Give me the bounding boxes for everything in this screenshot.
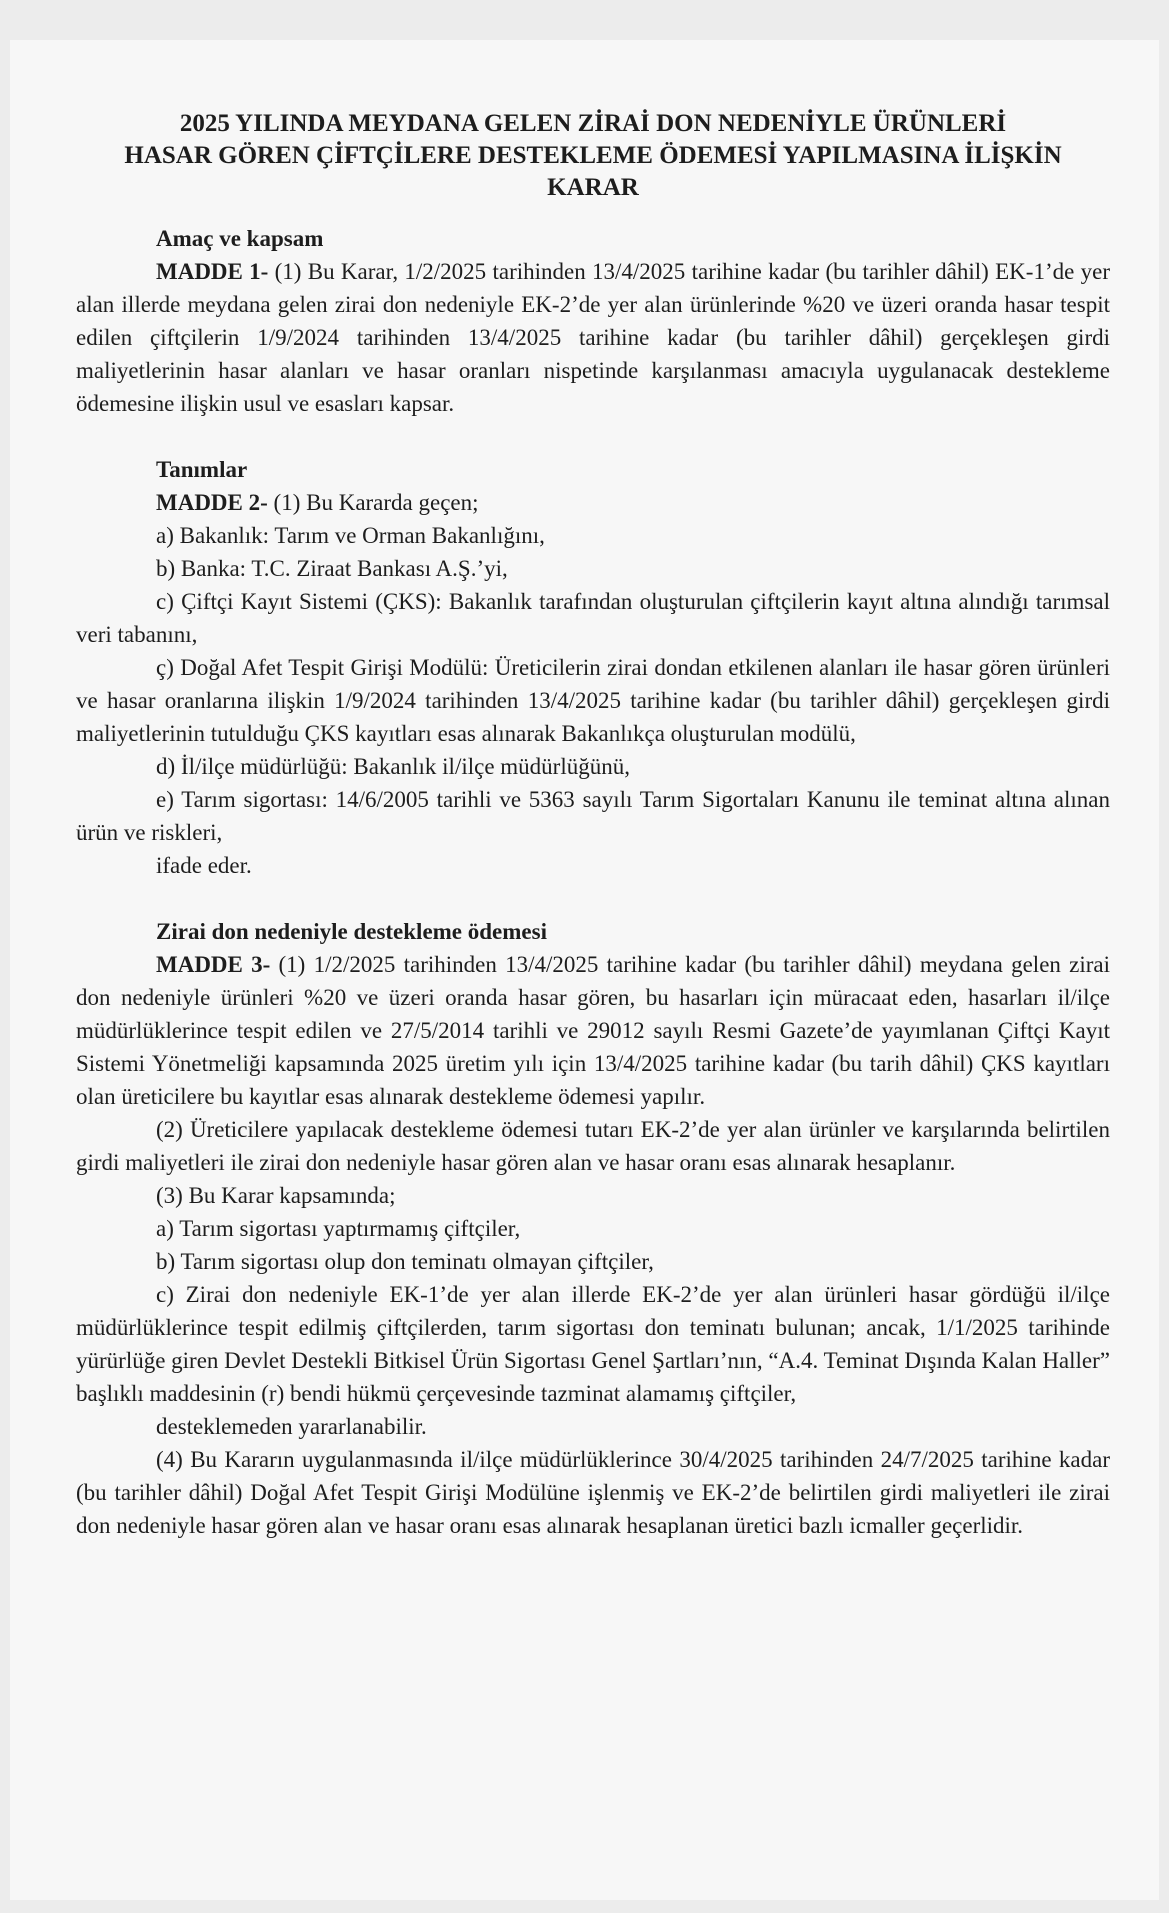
madde-3-paragraph-2: (2) Üreticilere yapılacak destekleme ödemesi tutarı EK-2’de yer alan ürünler ve karşılarında belirtilen girdi maliyetleri ile zirai don nedeniyle hasar gören alan ve hasar oranı esas alınarak hesaplanır. xyxy=(76,1117,1110,1175)
madde-1-paragraph xyxy=(76,255,1110,420)
title-line-1: 2025 YILINDA MEYDANA GELEN ZİRAİ DON NEDENİYLE ÜRÜNLERİ xyxy=(179,110,1007,137)
definition-item-d: d) İl/ilçe müdürlüğü: Bakanlık il/ilçe müdürlüğünü, xyxy=(156,754,630,779)
madde-3-paragraph-3-intro: (3) Bu Karar kapsamında; xyxy=(156,1183,396,1208)
definition-item-c: c) Çiftçi Kayıt Sistemi (ÇKS): Bakanlık tarafından oluşturulan çiftçilerin kayıt altına alındığı tarımsal veri tabanını, xyxy=(76,589,1110,647)
definition-item-e: e) Tarım sigortası: 14/6/2005 tarihli ve 5363 sayılı Tarım Sigortaları Kanunu ile teminat altına alınan ürün ve riskleri, xyxy=(76,787,1110,845)
madde-3-paragraph-4: (4) Bu Kararın uygulanmasında il/ilçe müdürlüklerince 30/4/2025 tarihinden 24/7/2025 tarihine kadar (bu tarihler dâhil) Doğal Afet Tespit Girişi Modülüne işlenmiş ve EK-2’de belirtilen girdi maliyetleri ile zirai don nedeniyle hasar gören alan ve hasar oranı esas alınarak hesaplanan üretici bazlı icmaller geçerlidir. xyxy=(76,1447,1110,1538)
madde-3-item-b: b) Tarım sigortası olup don teminatı olmayan çiftçiler, xyxy=(156,1249,654,1274)
section-heading-destekleme: Zirai don nedeniyle destekleme ödemesi xyxy=(156,919,547,944)
madde-2-intro-text: (1) Bu Kararda geçen; xyxy=(267,490,479,515)
madde-3-item-a: a) Tarım sigortası yaptırmamış çiftçiler, xyxy=(156,1216,521,1241)
document-body xyxy=(76,108,1110,1542)
definition-item-b: b) Banka: T.C. Ziraat Bankası A.Ş.’yi, xyxy=(156,556,508,581)
document-page xyxy=(10,40,1159,1900)
madde-2-intro xyxy=(76,486,1110,519)
definition-closing: ifade eder. xyxy=(156,853,252,878)
madde-1-label: MADDE 1- xyxy=(156,259,269,284)
madde-2-label: MADDE 2- xyxy=(156,490,268,515)
definition-item-a: a) Bakanlık: Tarım ve Orman Bakanlığını, xyxy=(156,523,545,548)
madde-3-p1-text: (1) 1/2/2025 tarihinden 13/4/2025 tarihine kadar (bu tarihler dâhil) meydana gelen zirai don nedeniyle ürünleri %20 ve üzeri oranda hasar gören, bu hasarları için müracaat eden, hasarları il/ilçe müdürlüklerince tespit edilen ve 27/5/2014 tarihli ve 29012 sayılı Resmi Gazete’de yayımlanan Çiftçi Kayıt Sistemi Yönetmeliği kapsamında 2025 üretim yılı için 13/4/2025 tarihine kadar (bu tarih dâhil) ÇKS kayıtları olan üreticilere bu kayıtlar esas alınarak destekleme ödemesi yapılır. xyxy=(76,952,1110,1109)
document-title xyxy=(76,108,1110,204)
madde-1-text: (1) Bu Karar, 1/2/2025 tarihinden 13/4/2025 tarihine kadar (bu tarihler dâhil) EK-1’de yer alan illerde meydana gelen zirai don nedeniyle EK-2’de yer alan ürünlerinde %20 ve üzeri oranda hasar tespit edilen çiftçilerin 1/9/2024 tarihinden 13/4/2025 tarihine kadar (bu tarihler dâhil) gerçekleşen girdi maliyetlerinin hasar alanları ve hasar oranları nispetinde karşılanması amacıyla uygulanacak destekleme ödemesine ilişkin usul ve esasları kapsar. xyxy=(76,259,1110,416)
title-line-2: HASAR GÖREN ÇİFTÇİLERE DESTEKLEME ÖDEMESİ YAPILMASINA İLİŞKİN xyxy=(124,142,1062,169)
section-heading-amac: Amaç ve kapsam xyxy=(156,226,324,251)
section-heading-tanimlar: Tanımlar xyxy=(156,457,248,482)
madde-3-paragraph-3-closing: desteklemeden yararlanabilir. xyxy=(156,1414,427,1439)
title-line-3: KARAR xyxy=(547,174,639,201)
madde-3-paragraph-1 xyxy=(76,948,1110,1113)
madde-3-item-c: c) Zirai don nedeniyle EK-1’de yer alan illerde EK-2’de yer alan ürünleri hasar gördüğü il/ilçe müdürlüklerince tespit edilmiş çiftçilerden, tarım sigortası don teminatı bulunan; ancak, 1/1/2025 tarihinde yürürlüğe giren Devlet Destekli Bitkisel Ürün Sigortası Genel Şartları’nın, “A.4. Teminat Dışında Kalan Haller” başlıklı maddesinin (r) bendi hükmü çerçevesinde tazminat alamamış çiftçiler, xyxy=(76,1282,1110,1406)
madde-3-label: MADDE 3- xyxy=(156,952,271,977)
definition-item-cc: ç) Doğal Afet Tespit Girişi Modülü: Üreticilerin zirai dondan etkilenen alanları ile hasar gören ürünleri ve hasar oranlarına ilişkin 1/9/2024 tarihinden 13/4/2025 tarihine kadar (bu tarihler dâhil) gerçekleşen girdi maliyetlerinin tutulduğu ÇKS kayıtları esas alınarak Bakanlıkça oluşturulan modülü, xyxy=(76,655,1110,746)
